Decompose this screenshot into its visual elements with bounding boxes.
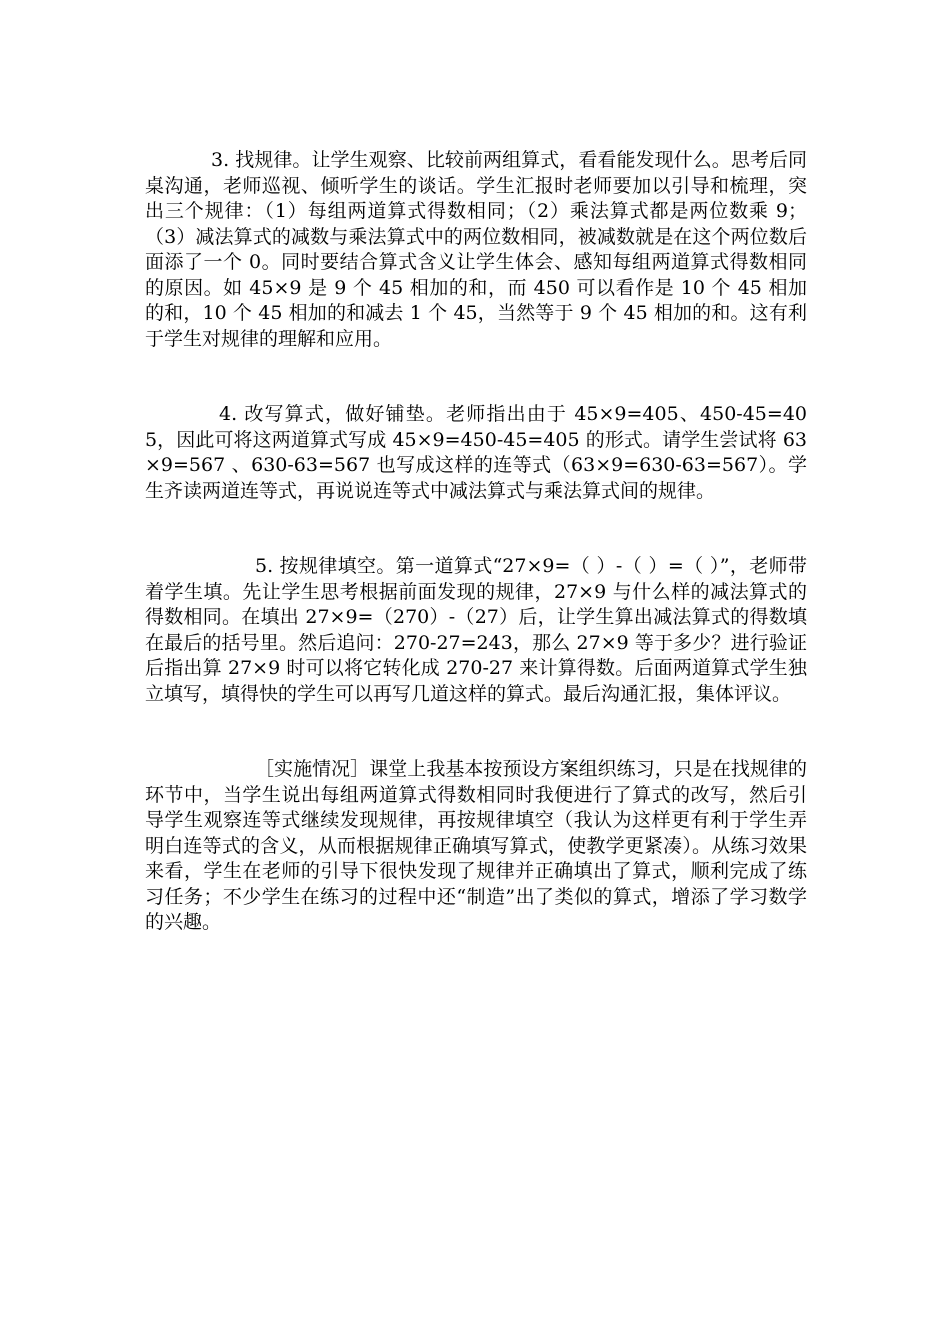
document-page bbox=[145, 148, 807, 986]
paragraph-find-pattern: 3. 找规律。让学生观察、比较前两组算式，看看能发现什么。思考后同桌沟通，老师巡视、倾听学生的谈话。学生汇报时老师要加以引导和梳理，突出三个规律：（1）每组两道算式得数相同；（2）乘法算式都是两位数乘 9；（3）减法算式的减数与乘法算式中的两位数相同，被减数就是在这个两位数后面添了一个 0。同时要结合算式含义让学生体会、感知每组两道算式得数相同的原因。如 45×9 是 9 个 45 相加的和，而 450 可以看作是 10 个 45 相加的和，10 个 45 相加的和减去 1 个 45，当然等于 9 个 45 相加的和。这有利于学生对规律的理解和应用。 bbox=[145, 149, 807, 350]
paragraph-rewrite-formula: 4. 改写算式，做好铺垫。老师指出由于 45×9=405、450-45=405，因此可将这两道算式写成 45×9=450-45=405 的形式。请学生尝试将 63×9=567 、630-63=567 也写成这样的连等式（63×9=630-63=567）。学生齐读两道连等式，再说说连等式中减法算式与乘法算式间的规律。 bbox=[145, 403, 807, 502]
paragraph-fill-blanks: 5. 按规律填空。第一道算式“27×9=（ ）-（ ）=（ ）”，老师带着学生填。先让学生思考根据前面发现的规律，27×9 与什么样的减法算式的得数相同。在填出 27×9=（270）-（27）后，让学生算出减法算式的得数填在最后的括号里。然后追问：270-27=243，那么 27×9 等于多少？进行验证后指出算 27×9 时可以将它转化成 270-27 来计算得数。后面两道算式学生独立填写，填得快的学生可以再写几道这样的算式。最后沟通汇报，集体评议。 bbox=[145, 555, 807, 705]
paragraph-implementation: ［实施情况］课堂上我基本按预设方案组织练习，只是在找规律的环节中，当学生说出每组两道算式得数相同时我便进行了算式的改写，然后引导学生观察连等式继续发现规律，再按规律填空（我认为这样更有利于学生弄明白连等式的含义，从而根据规律正确填写算式，使教学更紧凑）。从练习效果来看，学生在老师的引导下很快发现了规律并正确填出了算式，顺利完成了练习任务；不少学生在练习的过程中还“制造”出了类似的算式，增添了学习数学的兴趣。 bbox=[145, 758, 807, 933]
